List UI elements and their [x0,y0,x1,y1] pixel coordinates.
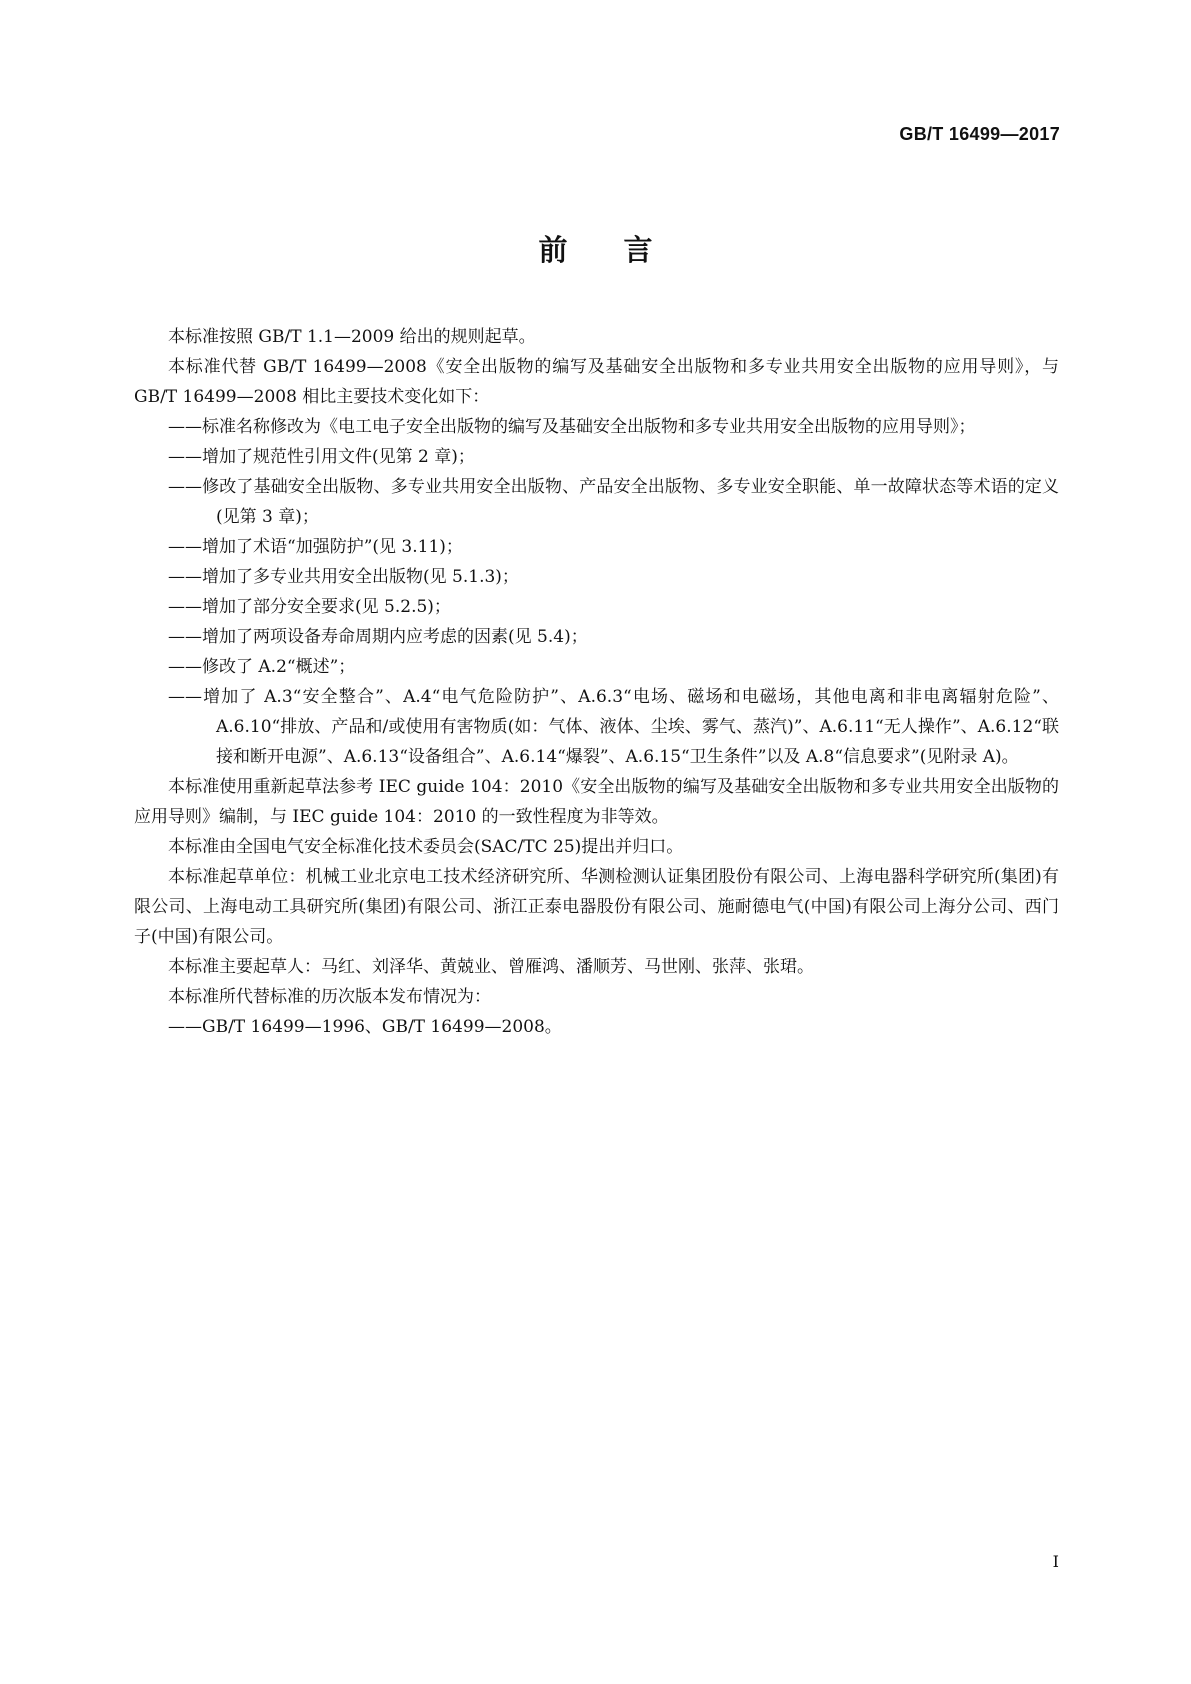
page-title: 前言 [538,233,709,267]
foreword-body [134,322,1059,1042]
list-item: ——修改了基础安全出版物、多专业共用安全出版物、产品安全出版物、多专业安全职能、单一故障状态等术语的定义(见第 3 章)； [168,477,1059,527]
paragraph-reference: 本标准使用重新起草法参考 IEC guide 104：2010《安全出版物的编写及基础安全出版物和多专业共用安全出版物的应用导则》编制，与 IEC guide 104：2010 的一致性程度为非等效。 [134,777,1059,827]
paragraph-history-intro: 本标准所代替标准的历次版本发布情况为： [168,987,491,1007]
history-item: ——GB/T 16499—1996、GB/T 16499—2008。 [168,1017,562,1037]
list-item: ——增加了规范性引用文件(见第 2 章)； [168,447,475,467]
paragraph-drafting-rules: 本标准按照 GB/T 1.1—2009 给出的规则起草。 [168,327,536,347]
list-item: ——增加了部分安全要求(见 5.2.5)； [168,597,451,617]
list-item: ——增加了术语“加强防护”(见 3.11)； [168,537,463,557]
paragraph-drafting-units: 本标准起草单位：机械工业北京电工技术经济研究所、华测检测认证集团股份有限公司、上海电器科学研究所(集团)有限公司、上海电动工具研究所(集团)有限公司、浙江正泰电器股份有限公司、施耐德电气(中国)有限公司上海分公司、西门子(中国)有限公司。 [134,867,1059,947]
list-item: ——增加了 A.3“安全整合”、A.4“电气危险防护”、A.6.3“电场、磁场和电磁场，其他电离和非电离辐射危险”、A.6.10“排放、产品和/或使用有害物质(如：气体、液体、尘埃、雾气、蒸汽)”、A.6.11“无人操作”、A.6.12“联接和断开电源”、A.6.13“设备组合”、A.6.14“爆裂”、A.6.15“卫生条件”以及 A.8“信息要求”(见附录 A)。 [168,687,1059,767]
page-number: I [1052,1552,1059,1571]
paragraph-drafters: 本标准主要起草人：马红、刘泽华、黄兢业、曾雁鸿、潘顺芳、马世刚、张萍、张珺。 [168,957,814,977]
list-item: ——标准名称修改为《电工电子安全出版物的编写及基础安全出版物和多专业共用安全出版物的应用导则》； [168,417,976,437]
list-item: ——增加了多专业共用安全出版物(见 5.1.3)； [168,567,519,587]
list-item: ——增加了两项设备寿命周期内应考虑的因素(见 5.4)； [168,627,588,647]
paragraph-replaces: 本标准代替 GB/T 16499—2008《安全出版物的编写及基础安全出版物和多专业共用安全出版物的应用导则》，与 GB/T 16499—2008 相比主要技术变化如下： [134,357,1059,407]
paragraph-proposed-by: 本标准由全国电气安全标准化技术委员会(SAC/TC 25)提出并归口。 [168,837,684,857]
standard-code-header: GB/T 16499—2017 [899,124,1060,144]
list-item: ——修改了 A.2“概述”； [168,657,356,677]
